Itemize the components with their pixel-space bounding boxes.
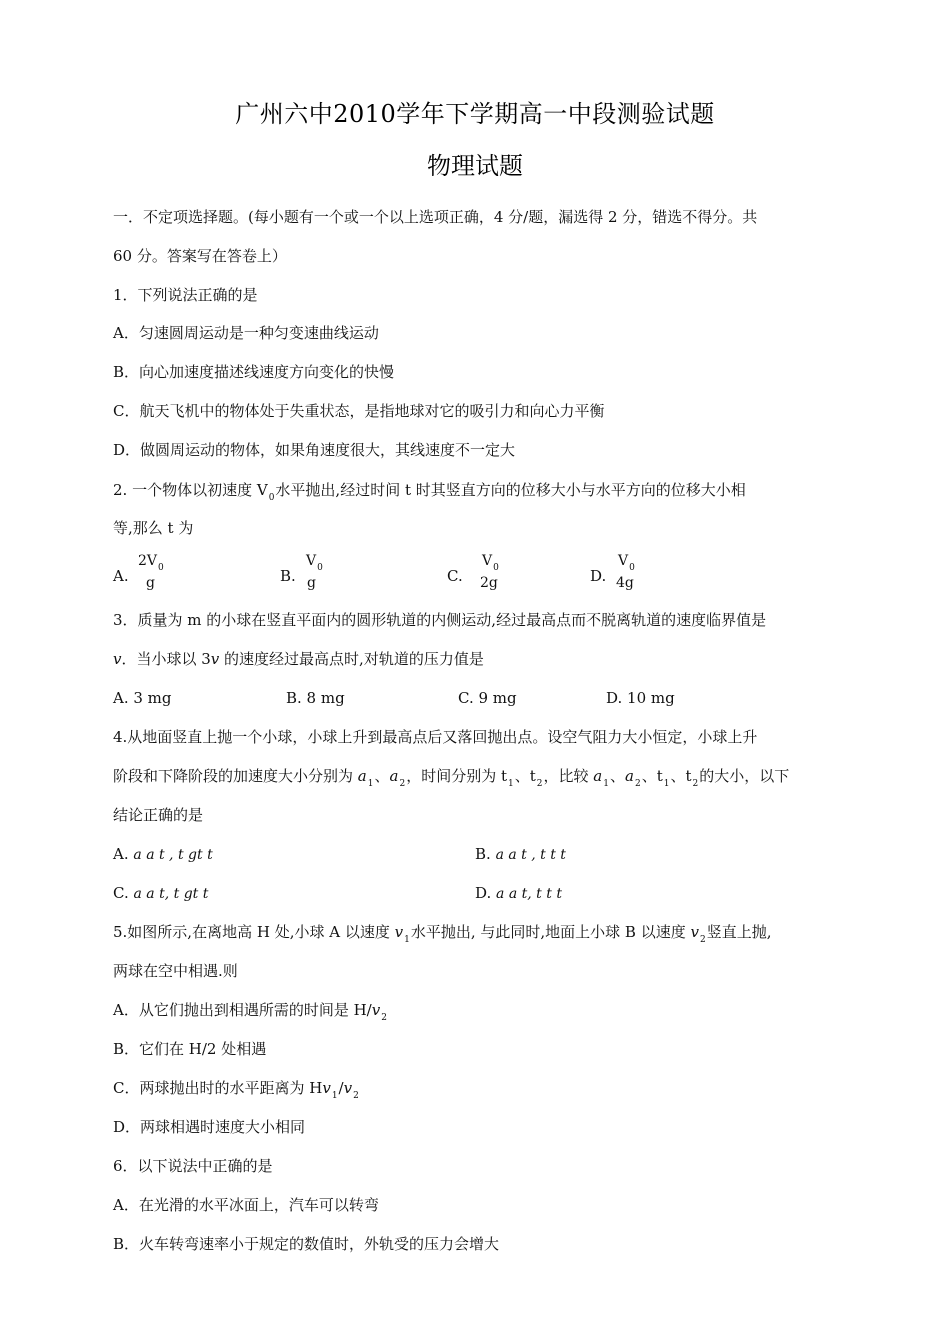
q1-stem: 1．下列说法正确的是: [113, 286, 258, 304]
fraction-numerator: $V_0$: [482, 553, 499, 573]
fraction-denominator: 2g: [480, 575, 498, 591]
q3-stem-line2: v．当小球以 3v 的速度经过最高点时,对轨道的压力值是: [113, 650, 484, 668]
q6-stem: 6．以下说法中正确的是: [113, 1157, 273, 1175]
fraction-denominator: g: [146, 575, 155, 591]
q4-stem-line3: 结论正确的是: [113, 806, 204, 824]
exam-page: 广州六中2010学年下学期高一中段测验试题 物理试题 一．不定项选择题。(每小题有一个或一个以上选项正确，4 分/题，漏选得 2 分，错选不得分。共 60 分。答案写在答卷上） 1．下列说法正确的是 A．匀速圆周运动是一种匀变速曲线运动 B．向心加速度描述线速度方向变化的快慢 C．航天飞机中的物体处于失重状态，是指地球对它的吸引力和向心力平衡 D．做圆周运动的物体，如果角速度很大，其线速度不一定大 2. 一个物体以初速度 $V_0$水平抛出,经过时间 t 时其竖直方向的位移大小与水平方向的位移大小相 等,那么 t 为 A. $2V_0$ g B. $V_0$ g C. $V_0$ 2g D. $V_0$ 4g 3．质量为 m 的小球在竖直平面内的圆形轨道的内侧运动,经过最高点而不脱离轨道的速度临界值是 v．当小球以 3v 的速度经过最高点时,对轨道的压力值是 A. 3 mg B. 8 mg C. 9 mg D. 10 mg 4.从地面竖直上抛一个小球，小球上升到最高点后又落回抛出点。设空气阻力大小恒定，小球上升 阶段和下降阶段的加速度大小分别为 $a_1$、$a_2$，时间分别为 $t_1$、$t_2$，比较 $a_1$、$a_2$、$t_1$、$t_2$的大小，以下 结论正确的是 A. a a t , t gt t B. a a t , t t t C. a a t, t gt t D. a a t, t t t 5.如图所示,在离地高 H 处,小球 A 以速度 $v_1$水平抛出, 与此同时,地面上小球 B 以速度 $v_2$竖直上抛, 两球在空中相遇.则 A．从它们抛出到相遇所需的时间是 $H/v_2$ B．它们在 H/2 处相遇 C．两球抛出时的水平距离为 $Hv_1/v_2$ D．两球相遇时速度大小相同 6．以下说法中正确的是 A．在光滑的水平冰面上，汽车可以转弯 B．火车转弯速率小于规定的数值时，外轨受的压力会增大: [0, 0, 950, 1344]
q4-stem-line1: 4.从地面竖直上抛一个小球，小球上升到最高点后又落回抛出点。设空气阻力大小恒定，小球上升: [113, 728, 758, 746]
q5-option-b: B．它们在 H/2 处相遇: [113, 1040, 267, 1058]
q1-option-d: D．做圆周运动的物体，如果角速度很大，其线速度不一定大: [113, 441, 516, 459]
q4-option-d: D. a a t, t t t: [475, 884, 562, 902]
q2-stem-line2: 等,那么 t 为: [113, 519, 194, 537]
q3-option-b: B. 8 mg: [286, 689, 345, 707]
q4-stem-line2: 阶段和下降阶段的加速度大小分别为 $a_1$、$a_2$，时间分别为 $t_1$、$t_2$，比较 $a_1$、$a_2$、$t_1$、$t_2$的大小，以下: [113, 767, 790, 789]
q6-option-a: A．在光滑的水平冰面上，汽车可以转弯: [113, 1196, 379, 1214]
fraction-denominator: 4g: [616, 575, 634, 591]
q1-option-c: C．航天飞机中的物体处于失重状态，是指地球对它的吸引力和向心力平衡: [113, 402, 605, 420]
q5-option-a: A．从它们抛出到相遇所需的时间是 $H/v_2$: [113, 1001, 387, 1023]
q3-option-a: A. 3 mg: [113, 689, 172, 707]
q4-option-a: A. a a t , t gt t: [113, 845, 213, 863]
page-subtitle: 物理试题: [427, 152, 523, 180]
q4-option-c: C. a a t, t gt t: [113, 884, 209, 902]
fraction-numerator: $V_0$: [618, 553, 635, 573]
fraction-numerator: $V_0$: [306, 553, 323, 573]
q4-option-b: B. a a t , t t t: [475, 845, 566, 863]
q2-stem-line1: 2. 一个物体以初速度 $V_0$水平抛出,经过时间 t 时其竖直方向的位移大小与水平方向的位移大小相: [113, 481, 746, 503]
q5-option-c: C．两球抛出时的水平距离为 $Hv_1/v_2$: [113, 1079, 359, 1101]
section-instructions-line1: 一．不定项选择题。(每小题有一个或一个以上选项正确，4 分/题，漏选得 2 分，错选不得分。共: [113, 208, 758, 226]
q1-option-b: B．向心加速度描述线速度方向变化的快慢: [113, 363, 395, 381]
q5-stem-line1: 5.如图所示,在离地高 H 处,小球 A 以速度 $v_1$水平抛出, 与此同时,地面上小球 B 以速度 $v_2$竖直上抛,: [113, 923, 772, 945]
q3-option-c: C. 9 mg: [458, 689, 517, 707]
q6-option-b: B．火车转弯速率小于规定的数值时，外轨受的压力会增大: [113, 1235, 500, 1253]
q1-option-a: A．匀速圆周运动是一种匀变速曲线运动: [113, 324, 379, 342]
q3-option-d: D. 10 mg: [606, 689, 675, 707]
page-title: 广州六中2010学年下学期高一中段测验试题: [235, 100, 715, 128]
fraction-numerator: $2V_0$: [138, 553, 164, 573]
q3-stem-line1: 3．质量为 m 的小球在竖直平面内的圆形轨道的内侧运动,经过最高点而不脱离轨道的速度临界值是: [113, 611, 767, 629]
q5-stem-line2: 两球在空中相遇.则: [113, 962, 238, 980]
section-instructions-line2: 60 分。答案写在答卷上）: [113, 247, 287, 265]
q5-option-d: D．两球相遇时速度大小相同: [113, 1118, 306, 1136]
fraction-denominator: g: [307, 575, 316, 591]
